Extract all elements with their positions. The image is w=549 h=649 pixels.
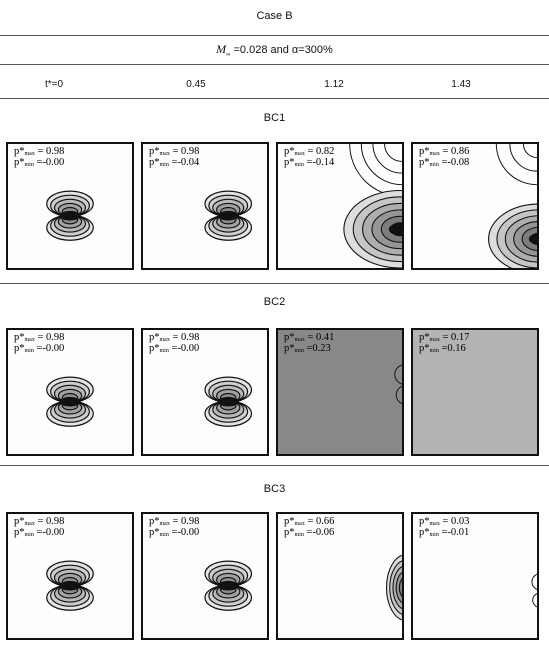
equals-sign: = <box>34 146 47 157</box>
equals-sign: = <box>168 343 178 354</box>
pressure-subscript: min <box>294 348 304 354</box>
pressure-lobe-contours <box>344 191 402 269</box>
pmax-label-value: 0.03 <box>451 516 470 527</box>
equals-sign: = <box>303 343 313 354</box>
boundary-contours <box>395 365 402 404</box>
pressure-symbol: p* <box>14 516 25 527</box>
equals-sign: = <box>439 516 452 527</box>
condition-line <box>0 42 549 58</box>
contour-panel <box>6 328 134 456</box>
pressure-symbol: p* <box>14 157 25 168</box>
equals-sign: = <box>169 146 182 157</box>
pmin-label <box>149 344 199 356</box>
pressure-subscript: max <box>429 151 440 157</box>
pmin-label <box>14 158 64 170</box>
divider <box>0 35 549 36</box>
equals-sign: = <box>304 516 317 527</box>
equals-sign: = <box>169 332 182 343</box>
reflected-wave-contours <box>350 144 402 196</box>
contour-panel <box>411 512 539 640</box>
pressure-symbol: p* <box>149 343 160 354</box>
pmin-label-value: 0.16 <box>447 343 466 354</box>
pressure-subscript: max <box>294 151 305 157</box>
pressure-subscript: min <box>159 348 169 354</box>
pressure-lobe-contours <box>387 555 403 621</box>
mach-subscript: ∞ <box>226 52 231 59</box>
equals-sign: = <box>439 146 452 157</box>
pressure-subscript: max <box>24 337 35 343</box>
equals-sign: = <box>33 527 43 538</box>
pressure-dipole-contours <box>47 561 94 610</box>
pressure-symbol: p* <box>14 332 25 343</box>
pressure-lobe-contours <box>489 204 537 268</box>
divider <box>0 64 549 65</box>
pressure-subscript: min <box>159 532 169 538</box>
pmax-label-value: 0.98 <box>181 332 200 343</box>
pmin-label-value: -0.04 <box>177 157 200 168</box>
pressure-subscript: min <box>159 162 169 168</box>
pressure-symbol: p* <box>419 157 430 168</box>
row-label-bc1: BC1 <box>263 112 286 124</box>
equals-sign: = <box>303 527 313 538</box>
pressure-subscript: max <box>24 521 35 527</box>
equals-sign: = <box>168 527 178 538</box>
pressure-subscript: min <box>294 532 304 538</box>
pmin-label <box>14 344 64 356</box>
pmin-label-value: -0.06 <box>312 527 335 538</box>
pressure-symbol: p* <box>284 332 295 343</box>
time-label-3: 1.43 <box>451 79 471 90</box>
pressure-subscript: max <box>159 337 170 343</box>
contour-panel <box>411 142 539 270</box>
pressure-symbol: p* <box>149 332 160 343</box>
pmax-label-value: 0.17 <box>451 332 470 343</box>
pmin-label-value: -0.00 <box>177 527 200 538</box>
equals-sign: = <box>439 332 452 343</box>
pressure-symbol: p* <box>284 343 295 354</box>
pressure-symbol: p* <box>14 343 25 354</box>
pmin-label-value: 0.23 <box>312 343 331 354</box>
pmax-label-value: 0.98 <box>46 332 65 343</box>
equals-sign: = <box>438 157 448 168</box>
time-label-1: 0.45 <box>186 79 206 90</box>
contour-panel <box>6 512 134 640</box>
pmin-label <box>149 158 199 170</box>
pressure-symbol: p* <box>284 157 295 168</box>
pressure-symbol: p* <box>419 343 430 354</box>
pressure-dipole-contours <box>205 561 252 610</box>
pmin-label-value: -0.08 <box>447 157 470 168</box>
pressure-subscript: min <box>24 162 34 168</box>
time-label-2: 1.12 <box>324 79 344 90</box>
pressure-symbol: p* <box>149 527 160 538</box>
pressure-symbol: p* <box>419 146 430 157</box>
pressure-subscript: max <box>429 337 440 343</box>
pressure-symbol: p* <box>284 516 295 527</box>
pressure-symbol: p* <box>149 516 160 527</box>
condition-values: =0.028 and α=300% <box>230 44 333 56</box>
residual-contours <box>532 574 537 607</box>
pmin-label-value: -0.00 <box>42 527 65 538</box>
equals-sign: = <box>168 157 178 168</box>
pmin-label-value: -0.14 <box>312 157 335 168</box>
pmin-label-value: -0.00 <box>177 343 200 354</box>
pmin-label <box>284 528 334 540</box>
contour-panel <box>276 328 404 456</box>
contour-panel <box>141 512 269 640</box>
pressure-subscript: max <box>159 521 170 527</box>
pressure-symbol: p* <box>14 527 25 538</box>
pmax-label-value: 0.82 <box>316 146 335 157</box>
case-title: Case B <box>256 10 293 22</box>
pressure-subscript: max <box>294 521 305 527</box>
pressure-subscript: min <box>429 532 439 538</box>
equals-sign: = <box>34 332 47 343</box>
pressure-symbol: p* <box>149 146 160 157</box>
equals-sign: = <box>33 343 43 354</box>
pressure-symbol: p* <box>419 332 430 343</box>
pmin-label <box>284 158 334 170</box>
pmin-label <box>284 344 331 356</box>
pressure-dipole-contours <box>205 377 252 426</box>
contour-panel <box>6 142 134 270</box>
pressure-subscript: min <box>24 532 34 538</box>
divider <box>0 465 549 466</box>
row-label-bc2: BC2 <box>263 296 286 308</box>
pressure-subscript: min <box>24 348 34 354</box>
pmax-label-value: 0.66 <box>316 516 335 527</box>
row-label-bc3: BC3 <box>263 483 286 495</box>
pmin-label-value: -0.00 <box>42 157 65 168</box>
pressure-symbol: p* <box>284 527 295 538</box>
pressure-symbol: p* <box>284 146 295 157</box>
equals-sign: = <box>438 527 448 538</box>
pmin-label-value: -0.00 <box>42 343 65 354</box>
pmax-label-value: 0.98 <box>46 516 65 527</box>
pmin-label <box>419 158 469 170</box>
pressure-symbol: p* <box>149 157 160 168</box>
contour-panel <box>141 328 269 456</box>
pressure-dipole-contours <box>47 191 94 240</box>
equals-sign: = <box>303 157 313 168</box>
mach-symbol: M <box>216 42 227 56</box>
pmin-label <box>419 344 466 356</box>
pressure-subscript: max <box>294 337 305 343</box>
pressure-symbol: p* <box>419 516 430 527</box>
pmax-label-value: 0.86 <box>451 146 470 157</box>
contour-panel <box>411 328 539 456</box>
equals-sign: = <box>438 343 448 354</box>
pmin-label <box>14 528 64 540</box>
pressure-dipole-contours <box>205 191 252 240</box>
equals-sign: = <box>304 332 317 343</box>
pressure-subscript: min <box>429 348 439 354</box>
reflected-wave-contours <box>496 144 537 185</box>
equals-sign: = <box>33 157 43 168</box>
time-label-0: t*=0 <box>44 79 64 90</box>
contour-panel <box>276 512 404 640</box>
pmax-label-value: 0.98 <box>181 516 200 527</box>
contour-panel <box>141 142 269 270</box>
equals-sign: = <box>34 516 47 527</box>
contour-panel <box>276 142 404 270</box>
pressure-symbol: p* <box>419 527 430 538</box>
pmax-label-value: 0.41 <box>316 332 335 343</box>
pressure-subscript: max <box>159 151 170 157</box>
pressure-subscript: max <box>24 151 35 157</box>
equals-sign: = <box>304 146 317 157</box>
pressure-subscript: min <box>294 162 304 168</box>
pressure-subscript: max <box>429 521 440 527</box>
pmin-label <box>149 528 199 540</box>
pmax-label-value: 0.98 <box>46 146 65 157</box>
pressure-subscript: min <box>429 162 439 168</box>
pmin-label <box>419 528 469 540</box>
pmin-label-value: -0.01 <box>447 527 470 538</box>
pressure-symbol: p* <box>14 146 25 157</box>
equals-sign: = <box>169 516 182 527</box>
divider <box>0 283 549 284</box>
pressure-dipole-contours <box>47 377 94 426</box>
pmax-label-value: 0.98 <box>181 146 200 157</box>
divider <box>0 98 549 99</box>
